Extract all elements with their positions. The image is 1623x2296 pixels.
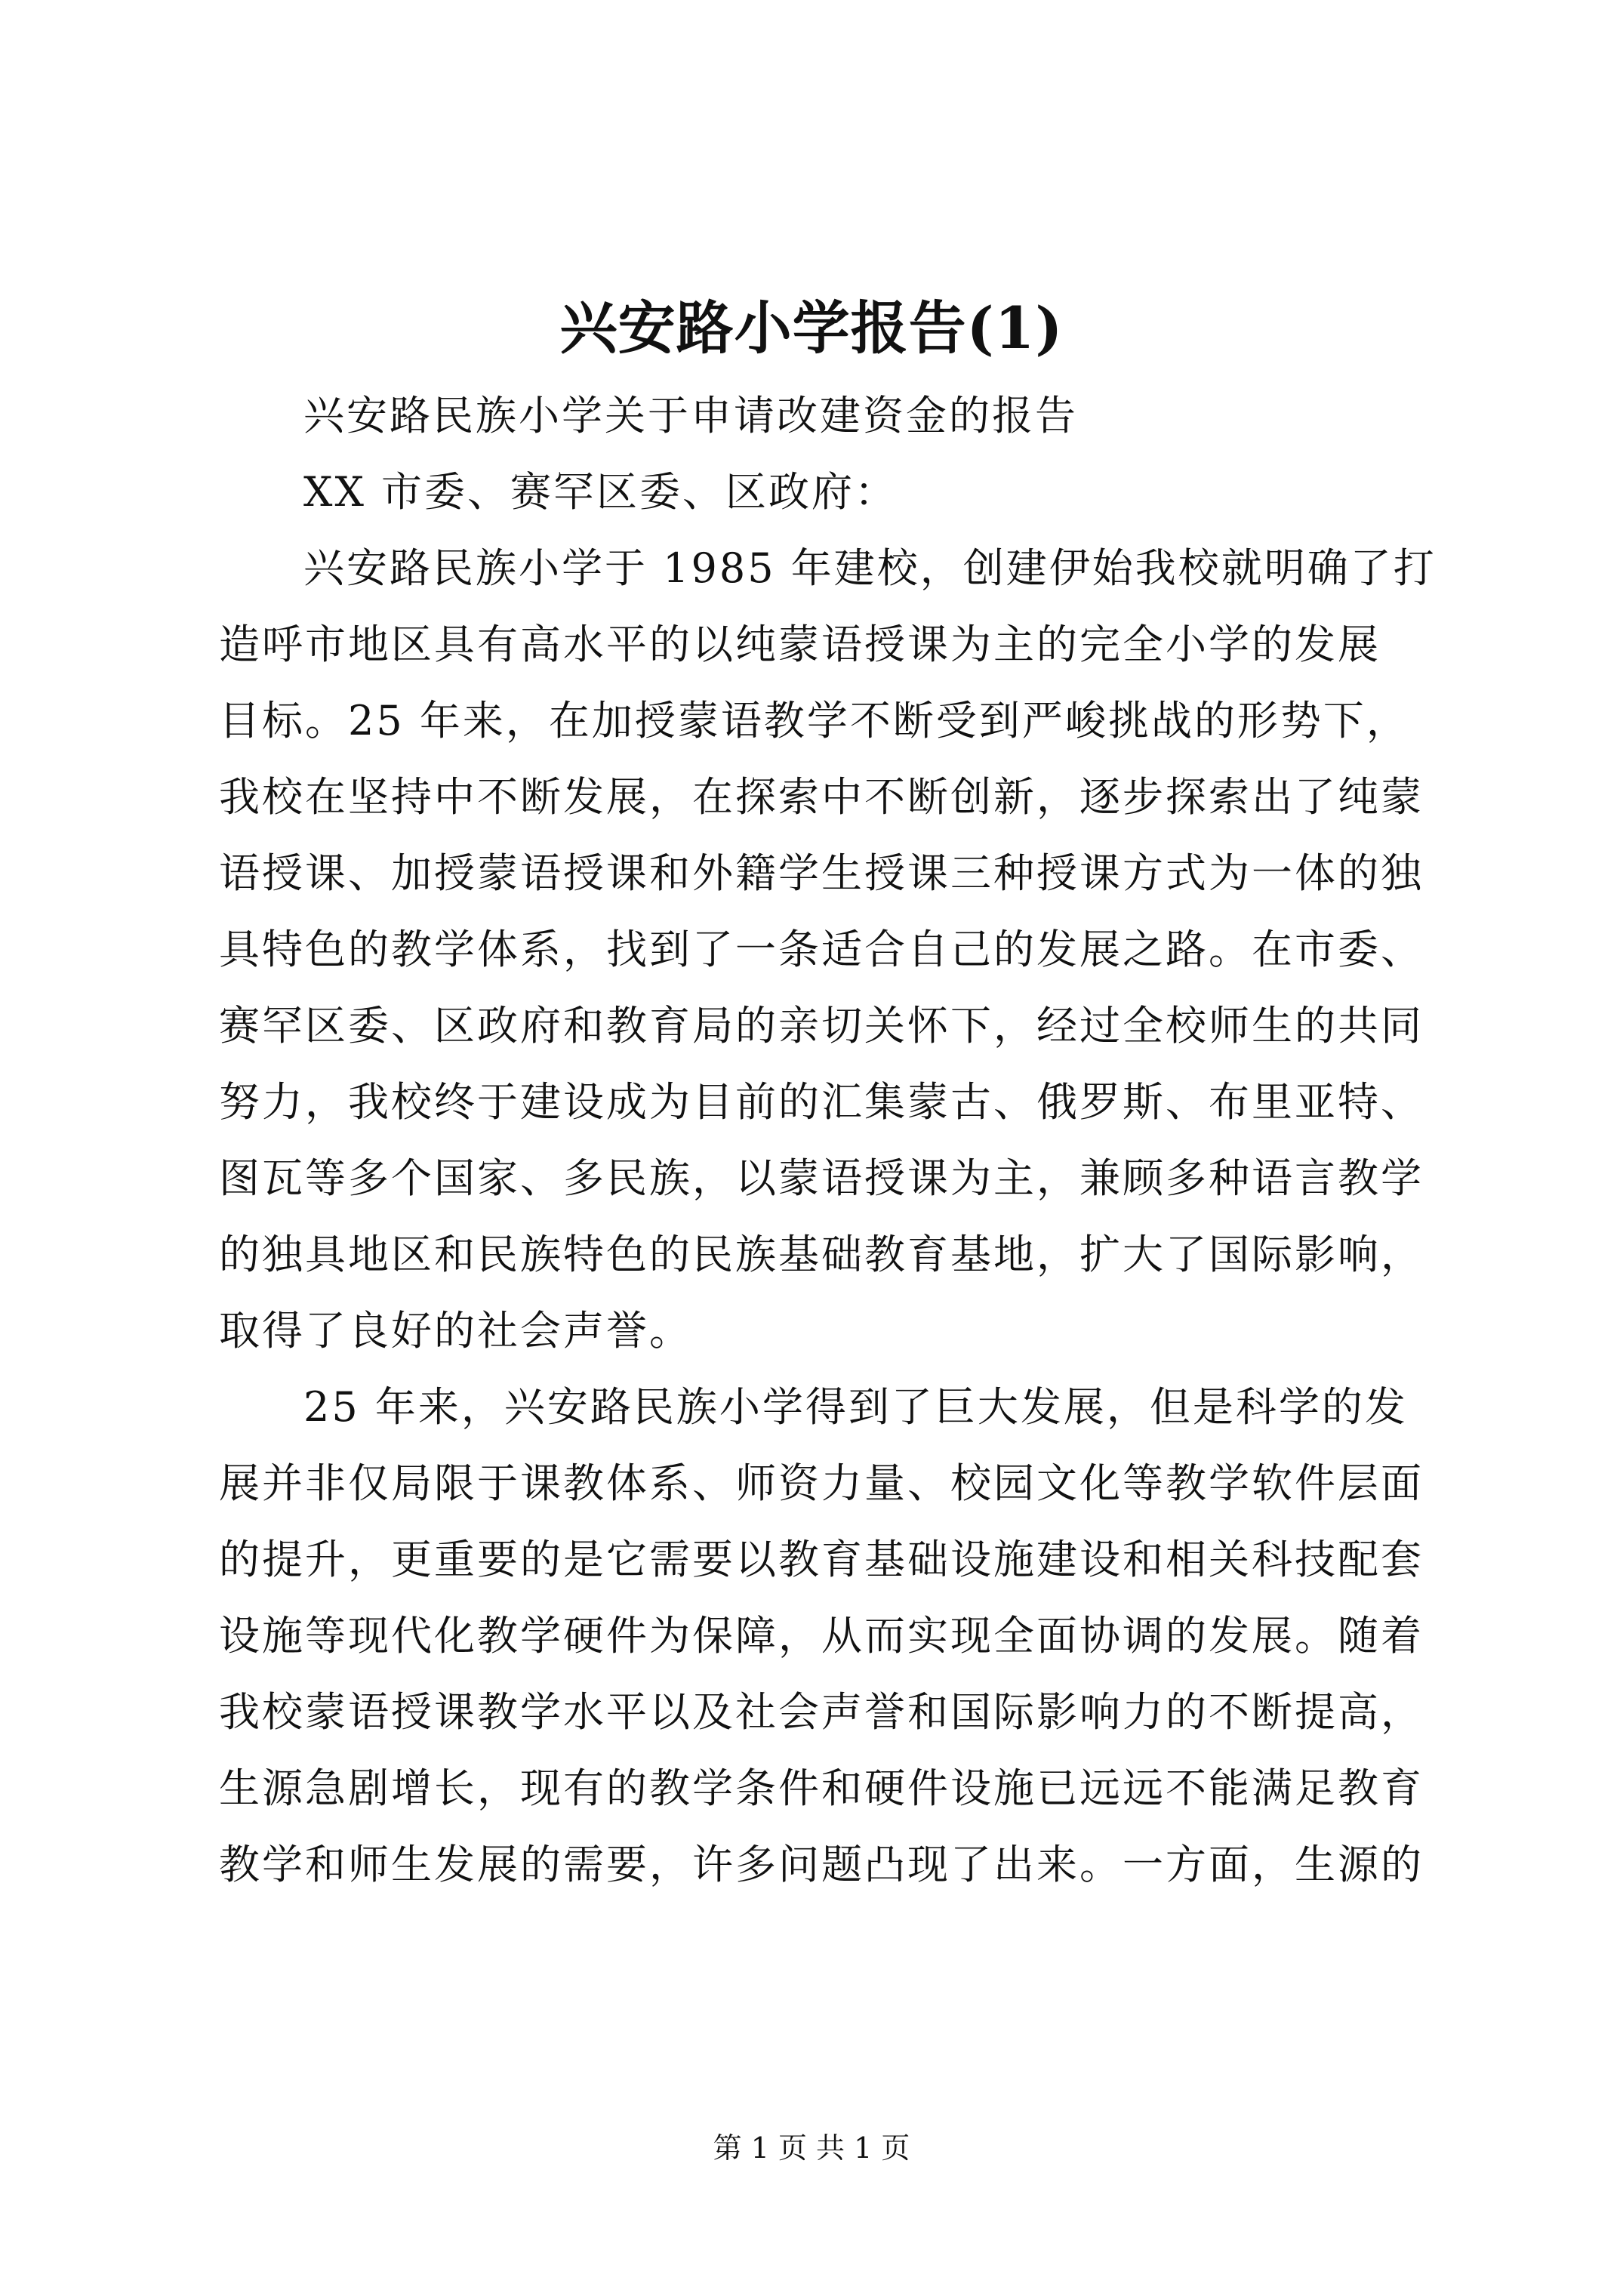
body-line: 设施等现代化教学硬件为保障，从而实现全面协调的发展。随着 xyxy=(219,1612,1424,1660)
body-line: 图瓦等多个国家、多民族，以蒙语授课为主，兼顾多种语言教学 xyxy=(219,1154,1424,1202)
body-line: 的独具地区和民族特色的民族基础教育基地，扩大了国际影响， xyxy=(219,1231,1424,1278)
body-line: 我校在坚持中不断发展，在探索中不断创新，逐步探索出了纯蒙 xyxy=(219,773,1424,821)
document-title: 兴安路小学报告(1) xyxy=(559,294,1064,362)
body-line: 兴安路民族小学于 1985 年建校，创建伊始我校就明确了打 xyxy=(303,544,1437,592)
body-line: XX 市委、赛罕区委、区政府： xyxy=(303,468,898,516)
body-line: 的提升，更重要的是它需要以教育基础设施建设和相关科技配套 xyxy=(219,1536,1424,1583)
body-line: 努力，我校终于建设成为目前的汇集蒙古、俄罗斯、布里亚特、 xyxy=(219,1078,1424,1126)
body-line: 赛罕区委、区政府和教育局的亲切关怀下，经过全校师生的共同 xyxy=(219,1002,1424,1049)
page-footer: 第 1 页 共 1 页 xyxy=(713,2131,910,2165)
body-line: 具特色的教学体系，找到了一条适合自己的发展之路。在市委、 xyxy=(219,926,1424,973)
body-line: 语授课、加授蒙语授课和外籍学生授课三种授课方式为一体的独 xyxy=(219,849,1424,897)
body-line: 展并非仅局限于课教体系、师资力量、校园文化等教学软件层面 xyxy=(219,1459,1424,1507)
body-line: 兴安路民族小学关于申请改建资金的报告 xyxy=(303,392,1078,439)
body-line: 目标。25 年来，在加授蒙语教学不断受到严峻挑战的形势下， xyxy=(219,697,1409,744)
body-line: 造呼市地区具有高水平的以纯蒙语授课为主的完全小学的发展 xyxy=(219,621,1381,668)
body-line: 教学和师生发展的需要，许多问题凸现了出来。一方面，生源的 xyxy=(219,1841,1424,1888)
body-line: 取得了良好的社会声誉。 xyxy=(219,1307,692,1354)
body-line: 我校蒙语授课教学水平以及社会声誉和国际影响力的不断提高， xyxy=(219,1688,1424,1736)
body-line: 生源急剧增长，现有的教学条件和硬件设施已远远不能满足教育 xyxy=(219,1764,1424,1812)
body-line: 25 年来，兴安路民族小学得到了巨大发展，但是科学的发 xyxy=(303,1383,1408,1431)
document-body xyxy=(219,378,1437,1903)
